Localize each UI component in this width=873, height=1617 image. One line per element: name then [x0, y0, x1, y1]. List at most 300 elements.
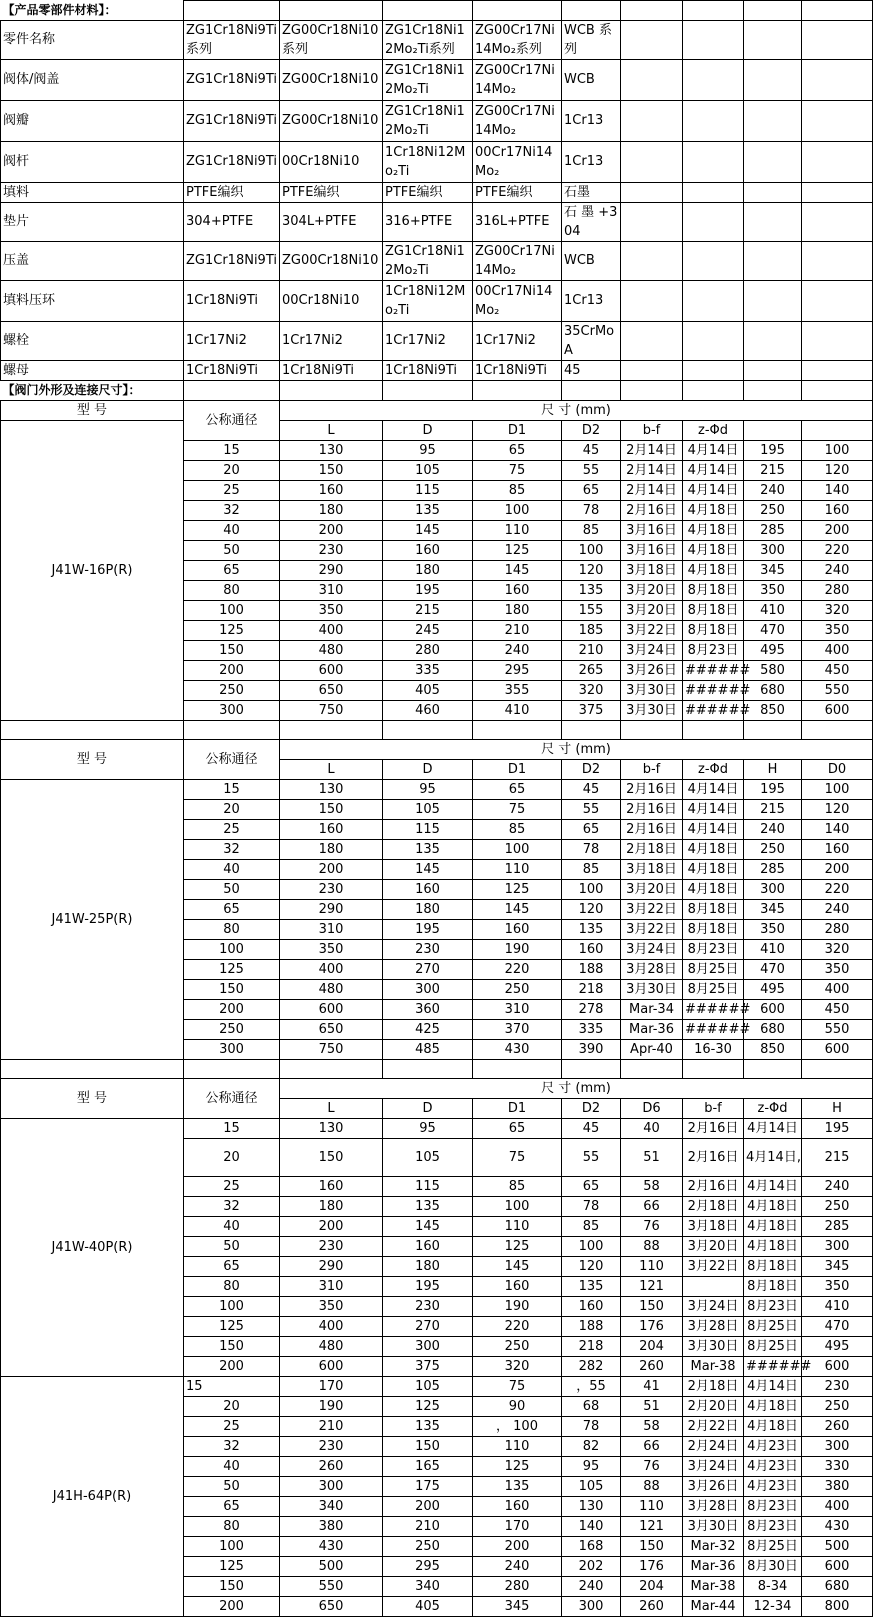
- dimension-value: 190: [280, 1396, 383, 1416]
- dimension-value: 8月25日: [744, 1336, 802, 1356]
- empty-cell: [683, 20, 744, 59]
- dimension-value: 230: [280, 1236, 383, 1256]
- dimension-value: 400: [280, 959, 383, 979]
- column-header: D1: [473, 759, 562, 779]
- dimension-value: 95: [383, 1118, 473, 1138]
- dimension-value: 8月23日: [744, 1496, 802, 1516]
- dimension-value: 85: [473, 480, 562, 500]
- dimension-value: 140: [802, 480, 873, 500]
- empty-cell: [621, 182, 683, 202]
- dimension-value: 380: [280, 1516, 383, 1536]
- empty-cell: [802, 1059, 873, 1078]
- dimension-value: 85: [562, 520, 621, 540]
- dimension-value: 195: [383, 1276, 473, 1296]
- dimension-value: 76: [621, 1456, 683, 1476]
- dimension-value: 3月20日: [621, 879, 683, 899]
- dimension-value: 155: [562, 600, 621, 620]
- nominal-diameter: 125: [184, 959, 280, 979]
- dimension-value: 3月24日: [621, 939, 683, 959]
- dimension-value: 310: [280, 580, 383, 600]
- dimension-value: 3月20日: [683, 1236, 744, 1256]
- material-value: 00Cr17Ni14Mo₂: [473, 141, 562, 182]
- dimension-value: 190: [473, 1296, 562, 1316]
- dimension-value: 8月18日: [683, 899, 744, 919]
- empty-cell: [683, 182, 744, 202]
- dimension-value: 140: [562, 1516, 621, 1536]
- dimension-value: 204: [621, 1336, 683, 1356]
- empty-cell: [802, 321, 873, 360]
- dimension-value: 160: [383, 540, 473, 560]
- dimension-value: 3月26日: [683, 1476, 744, 1496]
- empty-cell: [473, 380, 562, 400]
- dimension-value: 160: [473, 1496, 562, 1516]
- dimension-value: 335: [562, 1019, 621, 1039]
- material-value: ZG00Cr17Ni14Mo₂: [473, 241, 562, 280]
- material-value: PTFE编织: [473, 182, 562, 202]
- material-value: PTFE编织: [383, 182, 473, 202]
- dimension-value: 400: [802, 1496, 873, 1516]
- nominal-diameter: 50: [184, 540, 280, 560]
- dimension-value: 88: [621, 1476, 683, 1496]
- dimension-value: 130: [280, 779, 383, 799]
- nominal-diameter: 125: [184, 1556, 280, 1576]
- dimension-value: 400: [280, 1316, 383, 1336]
- dimension-value: 2月18日: [683, 1196, 744, 1216]
- dimension-value: 300: [802, 1436, 873, 1456]
- material-value: 1Cr17Ni2: [383, 321, 473, 360]
- dimension-value: 4月14日: [683, 779, 744, 799]
- spacer-row: [1, 720, 873, 739]
- dimension-value: 3月30日: [621, 700, 683, 720]
- nominal-diameter: 65: [184, 1496, 280, 1516]
- column-header: D: [383, 759, 473, 779]
- dimension-value: 180: [280, 839, 383, 859]
- material-value: 1Cr17Ni2: [184, 321, 280, 360]
- materials-row: [1, 360, 873, 380]
- dimension-value: 135: [383, 1196, 473, 1216]
- dimension-value: 4月14日: [683, 480, 744, 500]
- column-header: D2: [562, 1098, 621, 1118]
- dim-header-row: [1, 739, 873, 759]
- material-value: 316L+PTFE: [473, 202, 562, 241]
- dimension-value: 320: [562, 680, 621, 700]
- dimension-value: 3月16日: [621, 520, 683, 540]
- dimension-value: 375: [562, 700, 621, 720]
- empty-cell: [744, 1059, 802, 1078]
- data-row: [1, 779, 873, 799]
- materials-row: [1, 20, 873, 59]
- part-name: 填料: [1, 182, 184, 202]
- dimension-value: 45: [562, 779, 621, 799]
- model-name: J41W-40P(R): [1, 1118, 184, 1376]
- column-header: D2: [562, 759, 621, 779]
- dimension-value: 3月16日: [621, 540, 683, 560]
- dimension-value: 125: [473, 1456, 562, 1476]
- nominal-diameter: 15: [184, 1118, 280, 1138]
- dimension-value: 340: [383, 1576, 473, 1596]
- nominal-diameter: 25: [184, 480, 280, 500]
- data-row: [1, 1376, 873, 1396]
- nominal-diameter: 50: [184, 1476, 280, 1496]
- empty-cell: [473, 1059, 562, 1078]
- empty-cell: [744, 202, 802, 241]
- dimension-value: 95: [383, 440, 473, 460]
- dimension-value: ######: [683, 680, 744, 700]
- dimension-value: 4月14日: [744, 1176, 802, 1196]
- dimension-value: 470: [744, 959, 802, 979]
- dimension-value: 260: [280, 1456, 383, 1476]
- dimension-value: 240: [744, 480, 802, 500]
- nominal-diameter: 32: [184, 500, 280, 520]
- dimension-value: 260: [802, 1416, 873, 1436]
- dimension-value: ######: [683, 700, 744, 720]
- dimension-value: 105: [383, 1376, 473, 1396]
- dimension-value: 350: [744, 919, 802, 939]
- dimension-value: 850: [744, 700, 802, 720]
- empty-cell: [744, 1, 802, 21]
- dimension-value: 600: [802, 1356, 873, 1376]
- dimension-value: 290: [280, 560, 383, 580]
- dimension-value: 8月25日: [683, 959, 744, 979]
- dimension-value: 160: [280, 1176, 383, 1196]
- part-name: 阀体/阀盖: [1, 59, 184, 100]
- empty-cell: [683, 202, 744, 241]
- dimension-value: 600: [280, 660, 383, 680]
- dimension-value: 8月25日: [744, 1316, 802, 1336]
- dimension-value: 110: [621, 1496, 683, 1516]
- empty-cell: [621, 321, 683, 360]
- dimension-value: 55: [562, 460, 621, 480]
- dimension-value: 4月14日,: [744, 1138, 802, 1176]
- dimension-value: 120: [802, 460, 873, 480]
- dimension-value: 230: [280, 540, 383, 560]
- nominal-diameter: 300: [184, 700, 280, 720]
- empty-cell: [744, 182, 802, 202]
- nominal-diameter: 100: [184, 1296, 280, 1316]
- dimension-value: 130: [280, 440, 383, 460]
- dimensions-heading: 【阀门外形及连接尺寸】：: [1, 380, 184, 400]
- nominal-diameter: 250: [184, 1019, 280, 1039]
- dimension-value: 3月30日: [683, 1516, 744, 1536]
- column-header: D1: [473, 420, 562, 440]
- column-header: b-f: [683, 1098, 744, 1118]
- column-header: D: [383, 1098, 473, 1118]
- dimension-value: 85: [562, 1216, 621, 1236]
- material-value: 1Cr17Ni2: [280, 321, 383, 360]
- dimension-value: 150: [280, 799, 383, 819]
- nominal-diameter: 40: [184, 1456, 280, 1476]
- dimension-value: 160: [383, 1236, 473, 1256]
- dimension-value: 240: [744, 819, 802, 839]
- dimension-value: 450: [802, 999, 873, 1019]
- dimension-value: 200: [802, 859, 873, 879]
- material-value: ZG00Cr17Ni14Mo₂系列: [473, 20, 562, 59]
- dimension-value: 850: [744, 1039, 802, 1059]
- dimension-value: 375: [383, 1356, 473, 1376]
- empty-cell: [802, 141, 873, 182]
- dimension-value: 280: [383, 640, 473, 660]
- part-name: 压盖: [1, 241, 184, 280]
- dimension-value: Mar-38: [683, 1356, 744, 1376]
- dimension-value: [683, 1276, 744, 1296]
- material-value: ZG1Cr18Ni12Mo₂Ti: [383, 100, 473, 141]
- dimension-value: 2月16日: [683, 1118, 744, 1138]
- dimension-value: 78: [562, 839, 621, 859]
- nominal-diameter: 25: [184, 1176, 280, 1196]
- dimension-value: 100: [562, 879, 621, 899]
- material-value: 1Cr18Ni9Ti: [280, 360, 383, 380]
- column-header: L: [280, 420, 383, 440]
- dimension-value: 600: [802, 1039, 873, 1059]
- nominal-diameter: 40: [184, 520, 280, 540]
- materials-row: [1, 280, 873, 321]
- dimension-value: 2月16日: [683, 1138, 744, 1176]
- dimension-value: 405: [383, 680, 473, 700]
- dimension-value: 4月18日: [744, 1196, 802, 1216]
- dimension-value: Mar-36: [621, 1019, 683, 1039]
- dimension-value: 16-30: [683, 1039, 744, 1059]
- material-value: ZG1Cr18Ni9Ti: [184, 59, 280, 100]
- empty-cell: [802, 59, 873, 100]
- dimension-value: 100: [802, 779, 873, 799]
- nominal-diameter: 250: [184, 680, 280, 700]
- dimension-value: 450: [802, 660, 873, 680]
- dimension-value: 320: [802, 939, 873, 959]
- dimension-value: 100: [562, 1236, 621, 1256]
- dimension-value: 2月16日: [683, 1176, 744, 1196]
- empty-cell: [473, 720, 562, 739]
- dimension-value: 195: [383, 919, 473, 939]
- dimension-value: 750: [280, 1039, 383, 1059]
- dimension-value: 95: [562, 1456, 621, 1476]
- dimension-value: 8月25日: [744, 1536, 802, 1556]
- empty-cell: [621, 100, 683, 141]
- empty-cell: [744, 20, 802, 59]
- dimension-value: 680: [802, 1576, 873, 1596]
- dimension-value: Mar-36: [683, 1556, 744, 1576]
- material-value: 316+PTFE: [383, 202, 473, 241]
- empty-cell: [383, 720, 473, 739]
- dimension-value: 220: [802, 540, 873, 560]
- dimension-value: ######: [683, 660, 744, 680]
- nominal-diameter: 25: [184, 819, 280, 839]
- column-header: D0: [802, 759, 873, 779]
- dimension-value: 121: [621, 1276, 683, 1296]
- dimension-value: 66: [621, 1436, 683, 1456]
- dimension-value: 76: [621, 1216, 683, 1236]
- dimension-value: 175: [383, 1476, 473, 1496]
- dimension-value: 3月22日: [621, 899, 683, 919]
- empty-cell: [621, 720, 683, 739]
- dimension-value: 180: [383, 899, 473, 919]
- dimension-value: 230: [280, 1436, 383, 1456]
- empty-cell: [744, 380, 802, 400]
- dimension-value: 480: [280, 1336, 383, 1356]
- nominal-diameter: 150: [184, 1576, 280, 1596]
- dimension-value: 135: [562, 580, 621, 600]
- dimension-value: 90: [473, 1396, 562, 1416]
- material-value: 1Cr18Ni9Ti: [184, 280, 280, 321]
- dimension-value: 265: [562, 660, 621, 680]
- dimension-value: 220: [802, 879, 873, 899]
- dimension-value: 125: [473, 1236, 562, 1256]
- column-header: b-f: [621, 759, 683, 779]
- dimension-value: 300: [383, 1336, 473, 1356]
- dim-subheader-row: [1, 420, 873, 440]
- dimension-value: 320: [802, 600, 873, 620]
- dn-header: 公称通径: [184, 400, 280, 440]
- dimension-value: ######: [683, 999, 744, 1019]
- empty-cell: [683, 321, 744, 360]
- dimension-value: 4月14日: [683, 799, 744, 819]
- material-value: 1Cr18Ni12Mo₂Ti: [383, 141, 473, 182]
- dimension-value: 4月18日: [683, 859, 744, 879]
- model-header: 型 号: [1, 739, 184, 779]
- dimension-value: 150: [383, 1436, 473, 1456]
- dimension-value: 200: [280, 1216, 383, 1236]
- dimension-value: 3月18日: [683, 1216, 744, 1236]
- dimension-value: 350: [802, 959, 873, 979]
- dimension-value: 130: [280, 1118, 383, 1138]
- dimension-value: 4月18日: [744, 1216, 802, 1236]
- dimension-value: 345: [802, 1256, 873, 1276]
- dimension-value: 300: [802, 1236, 873, 1256]
- dimension-value: 195: [383, 580, 473, 600]
- dimension-value: 115: [383, 480, 473, 500]
- nominal-diameter: 80: [184, 580, 280, 600]
- dimension-value: 470: [744, 620, 802, 640]
- column-header: [802, 420, 873, 440]
- nominal-diameter: 125: [184, 620, 280, 640]
- empty-cell: [802, 20, 873, 59]
- column-header: b-f: [621, 420, 683, 440]
- dimension-value: 8月18日: [683, 620, 744, 640]
- dimension-value: 8月18日: [744, 1276, 802, 1296]
- dimension-value: 165: [383, 1456, 473, 1476]
- dimension-value: 285: [744, 859, 802, 879]
- dimension-value: 2月14日: [621, 480, 683, 500]
- dimension-value: 218: [562, 1336, 621, 1356]
- data-row: [1, 1118, 873, 1138]
- dimension-value: 8月25日: [683, 979, 744, 999]
- nominal-diameter: 32: [184, 1196, 280, 1216]
- dimension-value: 600: [802, 700, 873, 720]
- empty-cell: [562, 1, 621, 21]
- dimension-value: 120: [802, 799, 873, 819]
- nominal-diameter: 20: [184, 460, 280, 480]
- empty-cell: [1, 1059, 184, 1078]
- empty-cell: [683, 59, 744, 100]
- dimension-value: 215: [744, 799, 802, 819]
- material-value: 1Cr17Ni2: [473, 321, 562, 360]
- dimension-value: 180: [473, 600, 562, 620]
- empty-cell: [621, 280, 683, 321]
- dimension-value: 2月16日: [621, 799, 683, 819]
- dimension-value: 8月18日: [744, 1256, 802, 1276]
- dimension-value: 78: [562, 1196, 621, 1216]
- materials-row: [1, 202, 873, 241]
- dimension-value: 3月28日: [683, 1496, 744, 1516]
- dimension-value: 200: [383, 1496, 473, 1516]
- dimension-value: 360: [383, 999, 473, 1019]
- nominal-diameter: 15: [184, 1376, 280, 1396]
- empty-cell: [621, 1, 683, 21]
- dimension-value: 51: [621, 1396, 683, 1416]
- empty-cell: [621, 360, 683, 380]
- empty-cell: [744, 720, 802, 739]
- nominal-diameter: 50: [184, 879, 280, 899]
- material-value: ZG00Cr17Ni14Mo₂: [473, 59, 562, 100]
- dimension-value: 335: [383, 660, 473, 680]
- dimension-value: 100: [802, 440, 873, 460]
- dimension-value: 380: [802, 1476, 873, 1496]
- dimension-value: 135: [473, 1476, 562, 1496]
- nominal-diameter: 100: [184, 600, 280, 620]
- model-name: J41W-16P(R): [1, 420, 184, 720]
- dimension-value: 4月14日: [744, 1118, 802, 1138]
- dimension-value: 260: [621, 1596, 683, 1616]
- dimension-value: 160: [473, 919, 562, 939]
- dimension-value: 75: [473, 1138, 562, 1176]
- dimension-value: 800: [802, 1596, 873, 1616]
- dimension-value: 2月22日: [683, 1416, 744, 1436]
- model-name: J41W-25P(R): [1, 779, 184, 1059]
- dimension-value: 550: [802, 1019, 873, 1039]
- dimension-value: 160: [383, 879, 473, 899]
- nominal-diameter: 50: [184, 1236, 280, 1256]
- dimension-value: 168: [562, 1536, 621, 1556]
- material-value: ZG1Cr18Ni12Mo₂Ti: [383, 59, 473, 100]
- dimension-value: 345: [744, 560, 802, 580]
- dimension-value: 4月18日: [683, 839, 744, 859]
- material-value: ZG1Cr18Ni9Ti系列: [184, 20, 280, 59]
- material-value: ZG1Cr18Ni9Ti: [184, 241, 280, 280]
- empty-cell: [802, 100, 873, 141]
- dimension-value: 4月23日: [744, 1456, 802, 1476]
- dimension-value: 185: [562, 620, 621, 640]
- empty-cell: [802, 182, 873, 202]
- dim-header-row: [1, 1078, 873, 1098]
- dimension-value: 425: [383, 1019, 473, 1039]
- dimension-value: 100: [473, 500, 562, 520]
- material-value: 1Cr18Ni9Ti: [184, 360, 280, 380]
- dimension-value: 8月18日: [683, 919, 744, 939]
- dimension-value: 8月18日: [683, 600, 744, 620]
- nominal-diameter: 200: [184, 660, 280, 680]
- empty-cell: [683, 241, 744, 280]
- material-value: PTFE编织: [280, 182, 383, 202]
- dimension-value: 600: [802, 1556, 873, 1576]
- column-header: L: [280, 759, 383, 779]
- dimension-value: 430: [802, 1516, 873, 1536]
- dimension-value: 85: [473, 1176, 562, 1196]
- material-value: 00Cr18Ni10: [280, 280, 383, 321]
- dimension-value: 75: [473, 460, 562, 480]
- dimension-value: 105: [383, 1138, 473, 1176]
- dimension-value: 3月24日: [683, 1456, 744, 1476]
- dimension-value: 150: [621, 1536, 683, 1556]
- column-header: H: [802, 1098, 873, 1118]
- dimension-value: 66: [621, 1196, 683, 1216]
- dimension-value: 195: [802, 1118, 873, 1138]
- dimension-value: 85: [473, 819, 562, 839]
- size-header: 尺 寸 (mm): [280, 400, 873, 420]
- dimension-value: 95: [383, 779, 473, 799]
- nominal-diameter: 80: [184, 1516, 280, 1536]
- nominal-diameter: 150: [184, 979, 280, 999]
- size-header: 尺 寸 (mm): [280, 739, 873, 759]
- empty-cell: [802, 360, 873, 380]
